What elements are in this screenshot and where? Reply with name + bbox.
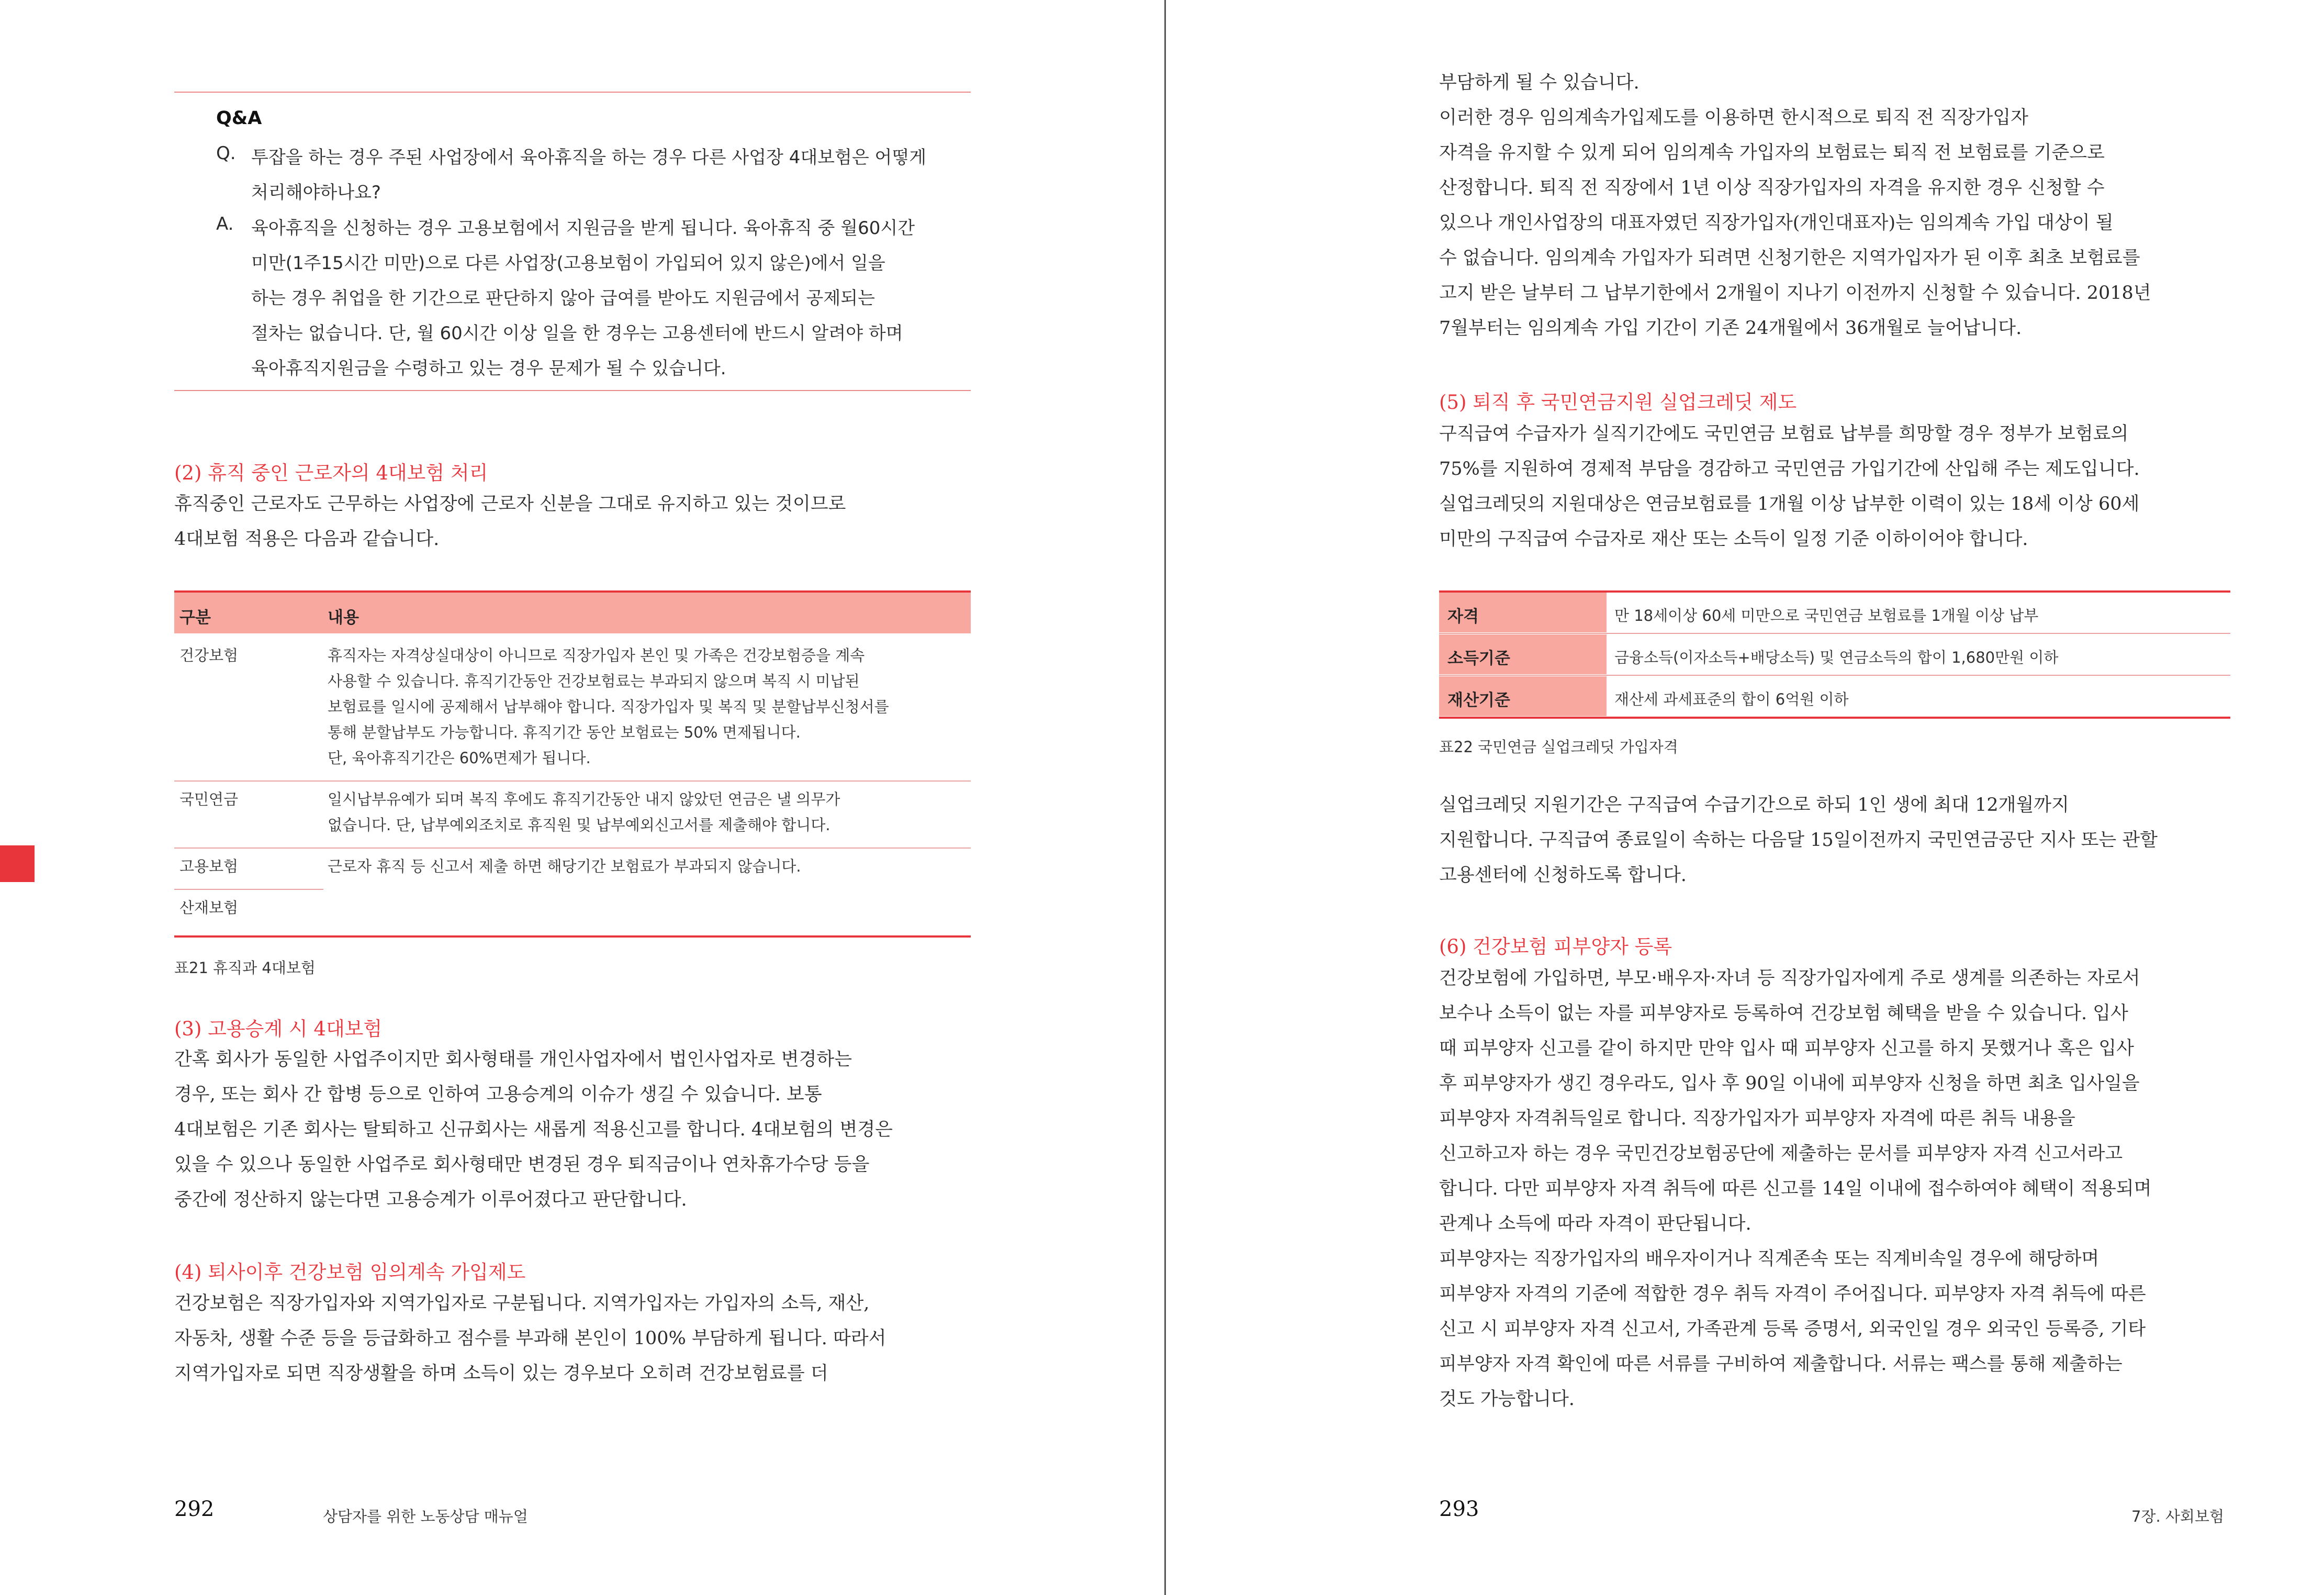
table21-row-content-line: 단, 육아휴직기간은 60%면제가 됩니다. — [328, 749, 591, 767]
page-number-right: 293 — [1439, 1497, 1479, 1521]
section-4-body — [174, 1286, 886, 1391]
table21-row-content-line: 근로자 휴직 등 신고서 제출 하면 해당기간 보험료가 부과되지 않습니다. — [328, 857, 801, 875]
table22-value: 재산세 과세표준의 합이 6억원 이하 — [1614, 690, 1849, 708]
body-line: 휴직중인 근로자도 근무하는 사업장에 근로자 신분을 그대로 유지하고 있는 것이므로 — [174, 494, 846, 515]
body-line: 신고하고자 하는 경우 국민건강보험공단에 제출하는 문서를 피부양자 자격 신고서라고 — [1439, 1143, 2123, 1164]
body-line: 7월부터는 임의계속 가입 기간이 기존 24개월에서 36개월로 늘어납니다. — [1439, 318, 2022, 339]
table22-row-separator — [1439, 717, 2230, 719]
answer-line: 육아휴직을 신청하는 경우 고용보험에서 지원금을 받게 됩니다. 육아휴직 중 월60시간 — [251, 218, 915, 239]
table21-row-separator — [174, 780, 971, 782]
body-line: 관계나 소득에 따라 자격이 판단됩니다. — [1439, 1213, 1752, 1234]
body-line: 신고 시 피부양자 자격 신고서, 가족관계 등록 증명서, 외국인일 경우 외국인 등록증, 기타 — [1439, 1319, 2146, 1340]
answer-line: 절차는 없습니다. 단, 월 60시간 이상 일을 한 경우는 고용센터에 반드시 알려야 하며 — [251, 323, 903, 344]
qa-top-rule — [174, 92, 971, 93]
running-title-right: 7장. 사회보험 — [2131, 1508, 2224, 1525]
body-line: 때 피부양자 신고를 같이 하지만 만약 입사 때 피부양자 신고를 하지 못했거나 혹은 입사 — [1439, 1038, 2134, 1059]
table22-row — [1439, 634, 2230, 674]
body-line: 후 피부양자가 생긴 경우라도, 입사 후 90일 이내에 피부양자 신청을 하면 최초 입사일을 — [1439, 1073, 2140, 1094]
body-line: 4대보험은 기존 회사는 탈퇴하고 신규회사는 새롭게 적용신고를 합니다. 4대보험의 변경은 — [174, 1119, 893, 1140]
body-line: 고용센터에 신청하도록 합니다. — [1439, 865, 1687, 886]
table22-value: 금융소득(이자소득+배당소득) 및 연금소득의 합이 1,680만원 이하 — [1614, 649, 2059, 666]
section-heading-3: (3) 고용승계 시 4대보험 — [174, 1018, 383, 1040]
table22-row-separator — [1439, 675, 2230, 676]
section-6-body — [1439, 961, 2151, 1417]
running-title-left: 상담자를 위한 노동상담 매뉴얼 — [323, 1508, 528, 1525]
body-line: 이러한 경우 임의계속가입제도를 이용하면 한시적으로 퇴직 전 직장가입자 — [1439, 107, 2028, 128]
body-line: 구직급여 수급자가 실직기간에도 국민연금 보험료 납부를 희망할 경우 정부가 보험료의 — [1439, 423, 2129, 444]
body-line: 중간에 정산하지 않는다면 고용승계가 이루어졌다고 판단합니다. — [174, 1189, 687, 1210]
body-line: 간혹 회사가 동일한 사업주이지만 회사형태를 개인사업자에서 법인사업자로 변경하는 — [174, 1049, 852, 1070]
body-line: 지원합니다. 구직급여 종료일이 속하는 다음달 15일이전까지 국민연금공단 지사 또는 관할 — [1439, 830, 2158, 851]
body-line: 실업크레딧의 지원대상은 연금보험료를 1개월 이상 납부한 이력이 있는 18세 이상 60세 — [1439, 494, 2140, 515]
table21-row-separator — [174, 847, 971, 849]
section-heading-2: (2) 휴직 중인 근로자의 4대보험 처리 — [174, 462, 488, 484]
answer-line: 미만(1주15시간 미만)으로 다른 사업장(고용보험이 가입되어 있지 않은)에서 일을 — [251, 253, 885, 274]
body-line: 고지 받은 날부터 그 납부기한에서 2개월이 지나기 이전까지 신청할 수 있습니다. 2018년 — [1439, 283, 2151, 304]
question-line: 처리해야하나요? — [251, 182, 381, 203]
section-5-body — [1439, 417, 2140, 557]
table21-col-category: 구분 — [179, 608, 211, 627]
qa-bottom-rule — [174, 390, 971, 391]
body-line: 4대보험 적용은 다음과 같습니다. — [174, 529, 440, 550]
table21-caption: 표21 휴직과 4대보험 — [174, 959, 316, 977]
qa-title: Q&A — [216, 108, 262, 129]
section-heading-4: (4) 퇴사이후 건강보험 임의계속 가입제도 — [174, 1261, 526, 1284]
table21-row-category: 국민연금 — [179, 790, 239, 808]
body-line: 합니다. 다만 피부양자 자격 취득에 따른 신고를 14일 이내에 접수하여야 혜택이 적용되며 — [1439, 1178, 2152, 1199]
body-line: 건강보험은 직장가입자와 지역가입자로 구분됩니다. 지역가입자는 가입자의 소득, 재산, — [174, 1293, 870, 1314]
body-line: 것도 가능합니다. — [1439, 1389, 1575, 1410]
right-page — [1165, 0, 2324, 1595]
table21-row-content-line: 휴직자는 자격상실대상이 아니므로 직장가입자 본인 및 가족은 건강보험증을 계속 — [328, 646, 865, 664]
table21-header — [174, 590, 971, 633]
answer-mark-label: A. — [216, 214, 234, 235]
table22-key-cell — [1439, 593, 1607, 632]
table22-value: 만 18세이상 60세 미만으로 국민연금 보험료를 1개월 이상 납부 — [1614, 607, 2039, 624]
body-line: 수 없습니다. 임의계속 가입자가 되려면 신청기한은 지역가입자가 된 이후 최초 보험료를 — [1439, 248, 2140, 269]
table22-caption: 표22 국민연금 실업크레딧 가입자격 — [1439, 738, 1678, 756]
body-line: 자격을 유지할 수 있게 되어 임의계속 가입자의 보험료는 퇴직 전 보험료를 기준으로 — [1439, 142, 2105, 163]
table21-row-category: 산재보험 — [179, 899, 239, 917]
table22-row-separator — [1439, 633, 2230, 634]
table21-bottom-rule — [174, 935, 971, 938]
body-line: 피부양자 자격의 기준에 적합한 경우 취득 자격이 주어집니다. 피부양자 자격 취득에 따른 — [1439, 1284, 2146, 1304]
answer-line: 하는 경우 취업을 한 기간으로 판단하지 않아 급여를 받아도 지원금에서 공제되는 — [251, 288, 875, 309]
body-line: 있으나 개인사업장의 대표자였던 직장가입자(개인대표자)는 임의계속 가입 대상이 될 — [1439, 213, 2114, 233]
body-line: 부담하게 될 수 있습니다. — [1439, 72, 1640, 93]
table22-key-cell — [1439, 676, 1607, 716]
body-line: 자동차, 생활 수준 등을 등급화하고 점수를 부과해 본인이 100% 부담하게 됩니다. 따라서 — [174, 1328, 886, 1349]
body-line: 경우, 또는 회사 간 합병 등으로 인하여 고용승계의 이슈가 생길 수 있습니다. 보통 — [174, 1084, 822, 1105]
body-line: 미만의 구직급여 수급자로 재산 또는 소득이 일정 기준 이하이어야 합니다. — [1439, 529, 2028, 550]
section-3-body — [174, 1042, 893, 1218]
page-number-left: 292 — [174, 1497, 215, 1521]
table21-row-category: 건강보험 — [179, 646, 239, 664]
table21-row-category: 고용보험 — [179, 857, 239, 875]
table22-key-label: 자격 — [1447, 607, 1479, 626]
table21-row-content-line: 없습니다. 단, 납부예외조치로 휴직원 및 납부예외신고서를 제출해야 합니다. — [328, 816, 830, 834]
question-line: 투잡을 하는 경우 주된 사업장에서 육아휴직을 하는 경우 다른 사업장 4대보험은 어떻게 — [251, 147, 927, 168]
body-line: 산정합니다. 퇴직 전 직장에서 1년 이상 직장가입자의 자격을 유지한 경우 신청할 수 — [1439, 177, 2105, 198]
table22-row — [1439, 676, 2230, 716]
section-5-continued-body — [1439, 788, 2158, 893]
body-line: 보수나 소득이 없는 자를 피부양자로 등록하여 건강보험 혜택을 받을 수 있습니다. 입사 — [1439, 1003, 2128, 1024]
section-heading-6: (6) 건강보험 피부양자 등록 — [1439, 935, 1672, 958]
section-2-body — [174, 487, 846, 557]
table21-row-content-line: 통해 분할납부도 가능합니다. 휴직기간 동안 보험료는 50% 면제됩니다. — [328, 723, 801, 741]
table22-key-cell — [1439, 634, 1607, 674]
body-line: 건강보험에 가입하면, 부모·배우자·자녀 등 직장가입자에게 주로 생계를 의존하는 자로서 — [1439, 968, 2140, 989]
body-line: 피부양자 자격 확인에 따른 서류를 구비하여 제출합니다. 서류는 팩스를 통해 제출하는 — [1439, 1354, 2123, 1375]
body-line: 실업크레딧 지원기간은 구직급여 수급기간으로 하되 1인 생에 최대 12개월까지 — [1439, 795, 2069, 816]
section-4-continued-body — [1439, 65, 2151, 346]
table21-row-separator — [174, 889, 323, 890]
body-line: 피부양자 자격취득일로 합니다. 직장가입자가 피부양자 자격에 따른 취득 내용을 — [1439, 1108, 2075, 1129]
body-line: 있을 수 있으나 동일한 사업주로 회사형태만 변경된 경우 퇴직금이나 연차휴가수당 등을 — [174, 1154, 870, 1175]
question-mark-label: Q. — [216, 143, 236, 164]
body-line: 75%를 지원하여 경제적 부담을 경감하고 국민연금 가입기간에 산입해 주는 제도입니다. — [1439, 459, 2140, 479]
table21-col-content: 내용 — [328, 608, 359, 627]
answer-line: 육아휴직지원금을 수령하고 있는 경우 문제가 될 수 있습니다. — [251, 358, 726, 379]
table21-row-content-line: 사용할 수 있습니다. 휴직기간동안 건강보험료는 부과되지 않으며 복직 시 미납된 — [328, 672, 860, 690]
table21-row-content-line: 보험료를 일시에 공제해서 납부해야 합니다. 직장가입자 및 복직 및 분할납부신청서를 — [328, 698, 889, 716]
section-heading-5: (5) 퇴직 후 국민연금지원 실업크레딧 제도 — [1439, 391, 1797, 414]
table22-row — [1439, 593, 2230, 632]
table22-key-label: 재산기준 — [1447, 691, 1510, 710]
body-line: 지역가입자로 되면 직장생활을 하며 소득이 있는 경우보다 오히려 건강보험료를 더 — [174, 1363, 828, 1384]
body-line: 피부양자는 직장가입자의 배우자이거나 직계존속 또는 직계비속일 경우에 해당하며 — [1439, 1248, 2100, 1269]
table21-row-content-line: 일시납부유예가 되며 복직 후에도 휴직기간동안 내지 않았던 연금은 낼 의무가 — [328, 790, 840, 808]
table22-key-label: 소득기준 — [1447, 649, 1510, 668]
